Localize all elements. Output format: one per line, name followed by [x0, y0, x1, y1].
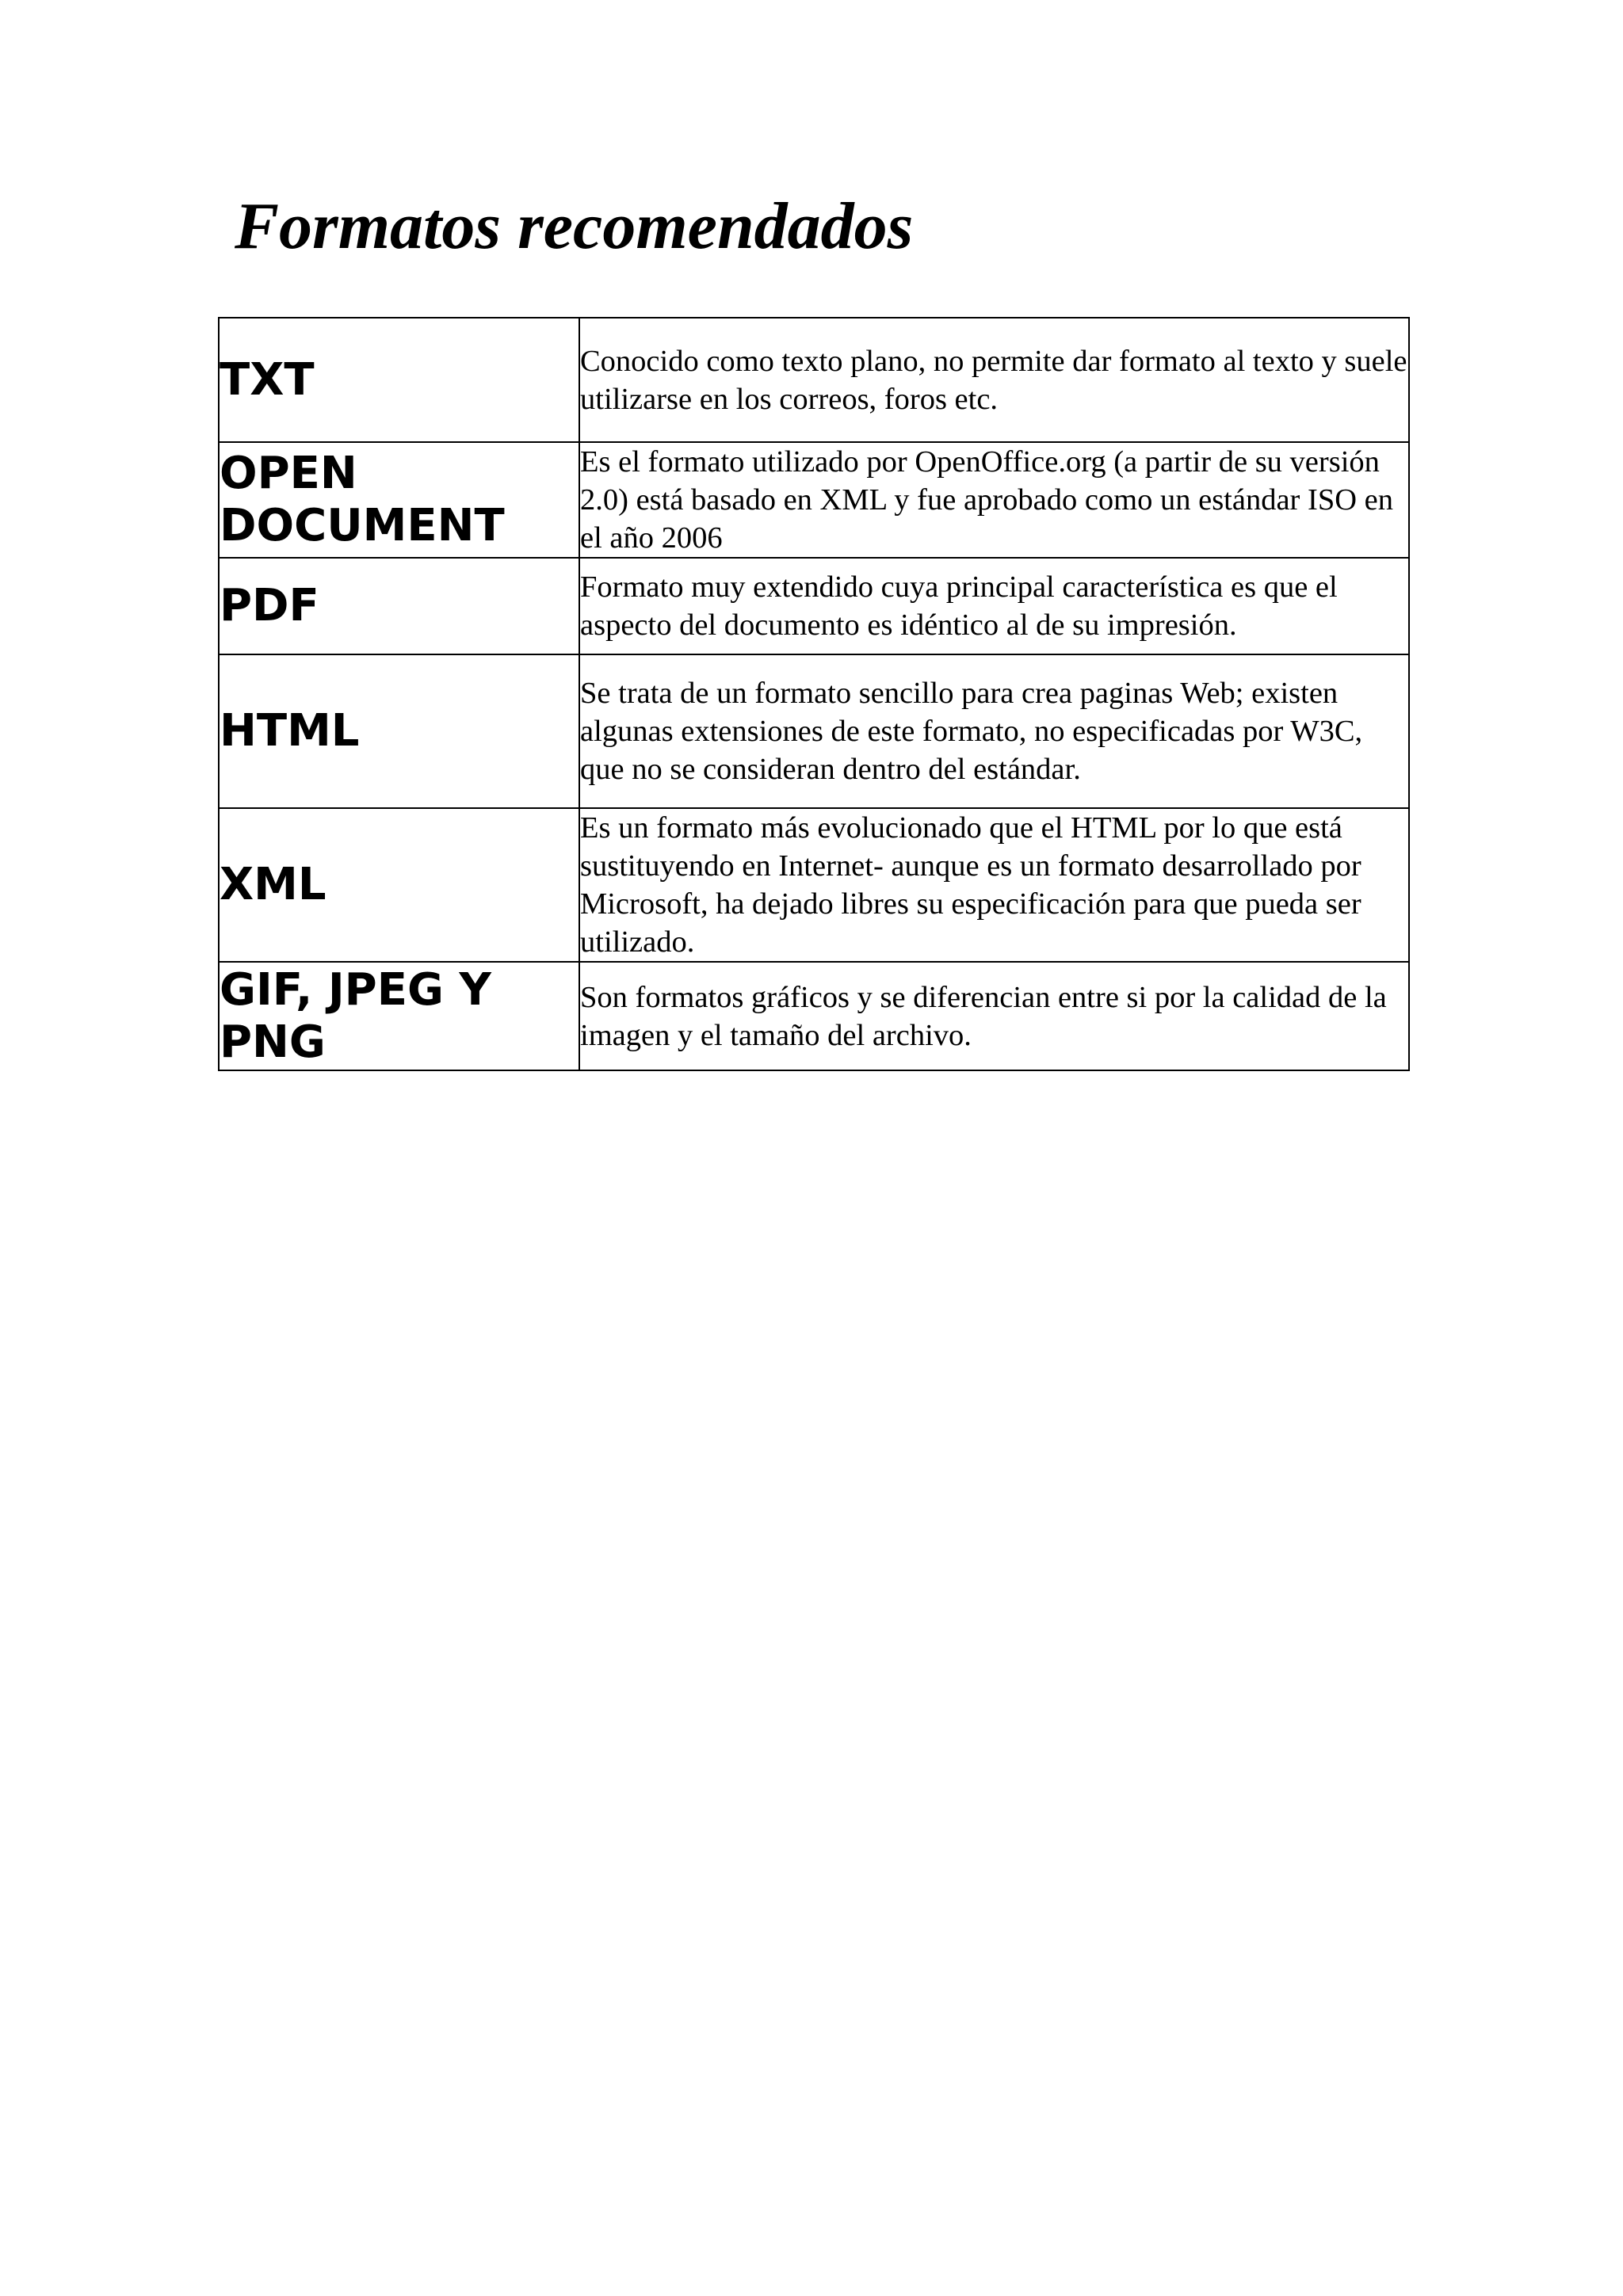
- table-row: [219, 318, 1409, 442]
- table-row: [219, 654, 1409, 808]
- table-row: [219, 808, 1409, 962]
- format-description: Son formatos gráficos y se diferencian entre si por la calidad de la imagen y el tamaño del archivo.: [579, 962, 1409, 1070]
- format-name: OPEN DOCUMENT: [219, 442, 579, 558]
- format-description: Se trata de un formato sencillo para crea paginas Web; existen algunas extensiones de este formato, no especificadas por W3C, que no se consideran dentro del estándar.: [579, 654, 1409, 808]
- format-description: Conocido como texto plano, no permite dar formato al texto y suele utilizarse en los correos, foros etc.: [579, 318, 1409, 442]
- format-name: TXT: [219, 318, 579, 442]
- format-name: GIF, JPEG Y PNG: [219, 962, 579, 1070]
- formats-table: [218, 317, 1410, 1071]
- format-description: Formato muy extendido cuya principal característica es que el aspecto del documento es idéntico al de su impresión.: [579, 558, 1409, 654]
- table-row: [219, 962, 1409, 1070]
- format-name: HTML: [219, 654, 579, 808]
- format-name: PDF: [219, 558, 579, 654]
- format-description: Es un formato más evolucionado que el HTML por lo que está sustituyendo en Internet- aunque es un formato desarrollado por Microsoft, ha dejado libres su especificación para que pueda ser utilizado.: [579, 808, 1409, 962]
- page-title: Formatos recomendados: [235, 189, 914, 263]
- format-name: XML: [219, 808, 579, 962]
- table-row: [219, 442, 1409, 558]
- table-row: [219, 558, 1409, 654]
- format-description: Es el formato utilizado por OpenOffice.org (a partir de su versión 2.0) está basado en XML y fue aprobado como un estándar ISO en el año 2006: [579, 442, 1409, 558]
